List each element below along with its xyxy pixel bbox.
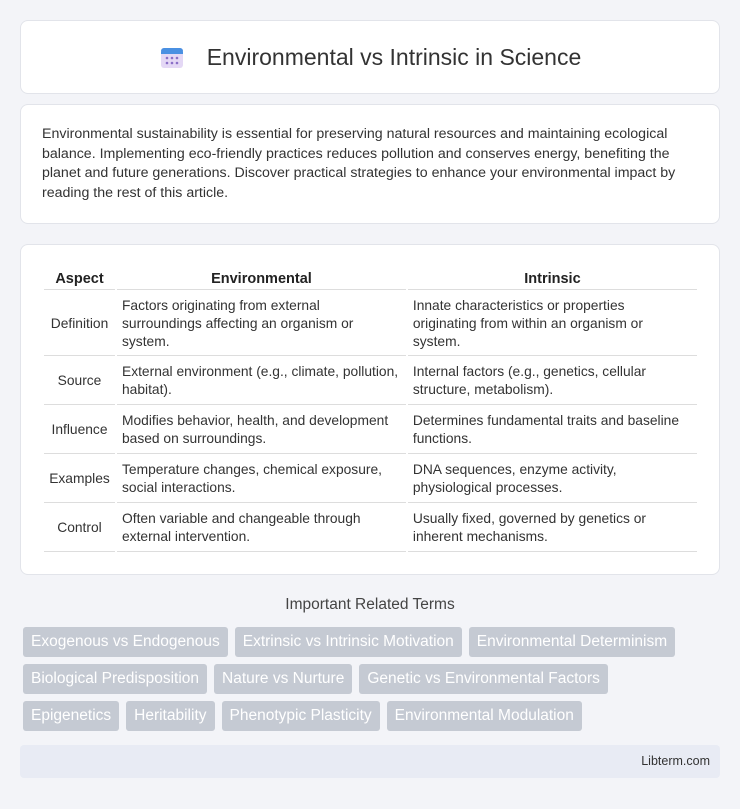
tag-link[interactable]: Extrinsic vs Intrinsic Motivation [235,627,462,657]
page-title: Environmental vs Intrinsic in Science [206,43,582,70]
tag-link[interactable]: Exogenous vs Endogenous [23,627,228,657]
row-aspect: Definition [44,292,115,356]
table-row [44,505,697,552]
header-environmental: Environmental [117,267,406,290]
row-environmental: Often variable and changeable through external intervention. [117,505,406,552]
row-environmental: Modifies behavior, health, and development based on surroundings. [117,407,406,454]
header-intrinsic: Intrinsic [408,267,697,290]
related-terms-title: Important Related Terms [285,596,455,613]
tag-row [23,701,723,731]
table-row [44,358,697,405]
tag-link[interactable]: Environmental Modulation [387,701,582,731]
row-intrinsic: Innate characteristics or properties originating from within an organism or system. [408,292,697,356]
row-aspect: Control [44,505,115,552]
footer-site-link[interactable]: Libterm.com [641,754,710,768]
tag-link[interactable]: Heritability [126,701,214,731]
tag-link[interactable]: Phenotypic Plasticity [222,701,380,731]
tag-link[interactable]: Genetic vs Environmental Factors [359,664,608,694]
table-row [44,456,697,503]
tag-link[interactable]: Nature vs Nurture [214,664,352,694]
row-intrinsic: Internal factors (e.g., genetics, cellular structure, metabolism). [408,358,697,405]
tag-row [23,627,723,657]
comparison-table [42,265,699,554]
row-intrinsic: Determines fundamental traits and baseline functions. [408,407,697,454]
table-row [44,292,697,356]
header-aspect: Aspect [44,267,115,290]
comparison-table-card [20,244,720,575]
row-environmental: External environment (e.g., climate, pollution, habitat). [117,358,406,405]
calendar-icon [159,44,185,70]
row-intrinsic: DNA sequences, enzyme activity, physiological processes. [408,456,697,503]
tag-link[interactable]: Epigenetics [23,701,119,731]
tag-row [23,664,723,694]
related-terms-tags [23,627,723,738]
row-intrinsic: Usually fixed, governed by genetics or inherent mechanisms. [408,505,697,552]
row-environmental: Factors originating from external surroundings affecting an organism or system. [117,292,406,356]
intro-card [20,104,720,224]
footer [20,745,720,778]
table-row [44,407,697,454]
tag-link[interactable]: Biological Predisposition [23,664,207,694]
tag-link[interactable]: Environmental Determinism [469,627,675,657]
title-card [20,20,720,94]
row-aspect: Source [44,358,115,405]
intro-text: Environmental sustainability is essential for preserving natural resources and maintaining ecological balance. Implementing eco-friendly practices reduces pollution and conserves energy, benefiting the planet and future generations. Discover practical strategies to enhance your environmental impact by reading the rest of this article. [42,126,676,201]
row-aspect: Examples [44,456,115,503]
row-aspect: Influence [44,407,115,454]
table-header-row [44,267,697,290]
row-environmental: Temperature changes, chemical exposure, social interactions. [117,456,406,503]
